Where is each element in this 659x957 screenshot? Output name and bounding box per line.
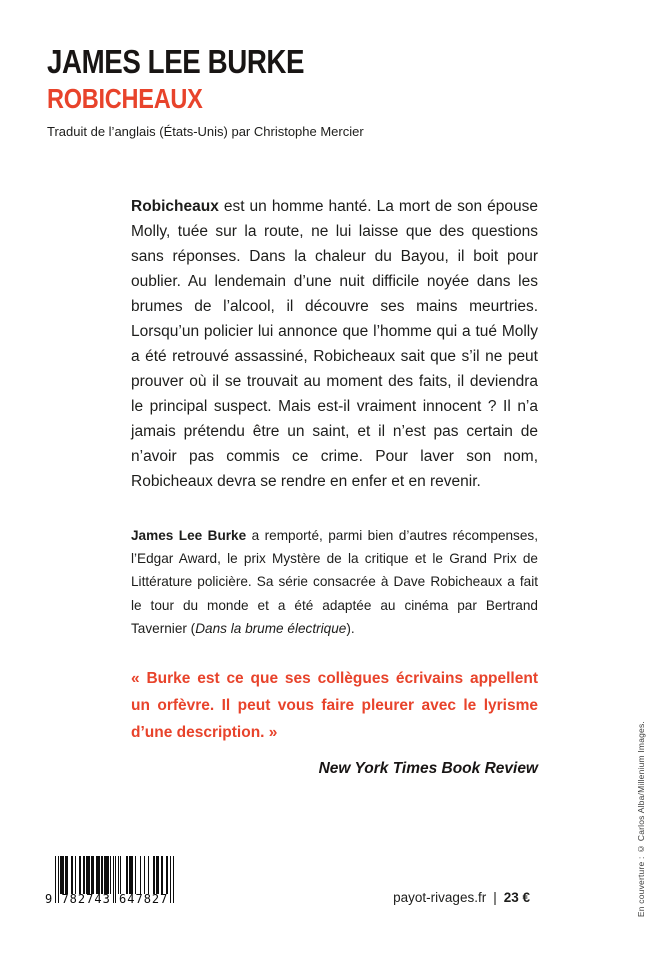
barcode	[45, 856, 185, 906]
book-title: ROBICHEAUX	[47, 83, 203, 114]
header-block	[47, 44, 364, 140]
barcode-digits: 9 782743 647827	[45, 892, 169, 906]
bio-film-title: Dans la brume électrique	[195, 620, 347, 636]
price-label: 23 €	[503, 890, 530, 905]
body-column	[131, 194, 538, 778]
review-quote: « Burke est ce que ses collègues écrivains appellent un orfèvre. Il peut vous faire pleurer avec le lyrisme d’une description. »	[131, 670, 538, 742]
bio-text-end: ).	[346, 620, 355, 636]
author-bio-paragraph	[131, 524, 538, 640]
footer-separator: |	[493, 890, 497, 905]
cover-photo-credit: En couverture : © Carlos Alba/Millenium Images.	[636, 720, 646, 917]
translation-note: Traduit de l’anglais (États-Unis) par Christophe Mercier	[47, 124, 364, 139]
bio-lead-word: James Lee Burke	[131, 528, 247, 543]
review-attribution: New York Times Book Review	[318, 760, 538, 778]
synopsis-paragraph	[131, 194, 538, 494]
publisher-website: payot-rivages.fr	[393, 890, 487, 905]
author-name: JAMES LEE BURKE	[47, 43, 305, 80]
synopsis-text: est un homme hanté. La mort de son épouse Molly, tuée sur la route, ne lui laisse que des questions sans réponses. Dans la chaleur du Bayou, il boit pour oublier. Au lendemain d’une nuit difficile noyée dans les brumes de l’alcool, il découvre ses mains meurtries. Lorsqu’un policier lui annonce que l’homme qui a tué Molly a été retrouvé assassiné, Robicheaux sait que s’il ne peut prouver où il se trouvait au moment des faits, il deviendra le principal suspect. Mais est-il vraiment innocent ? Il n’a jamais prétendu être un saint, et il n’est pas certain de n’avoir pas commis ce crime. Pour laver son nom, Robicheaux devra se rendre en enfer et en revenir.	[131, 198, 538, 490]
bio-text: a remporté, parmi bien d’autres récompenses, l’Edgar Award, le prix Mystère de la critique et le Grand Prix de Littérature policière. Sa série consacrée à Dave Robicheaux a fait le tour du monde et a été adaptée au cinéma par Bertrand Tavernier (	[131, 528, 538, 636]
publisher-footer	[393, 889, 530, 907]
synopsis-lead-word: Robicheaux	[131, 198, 219, 215]
